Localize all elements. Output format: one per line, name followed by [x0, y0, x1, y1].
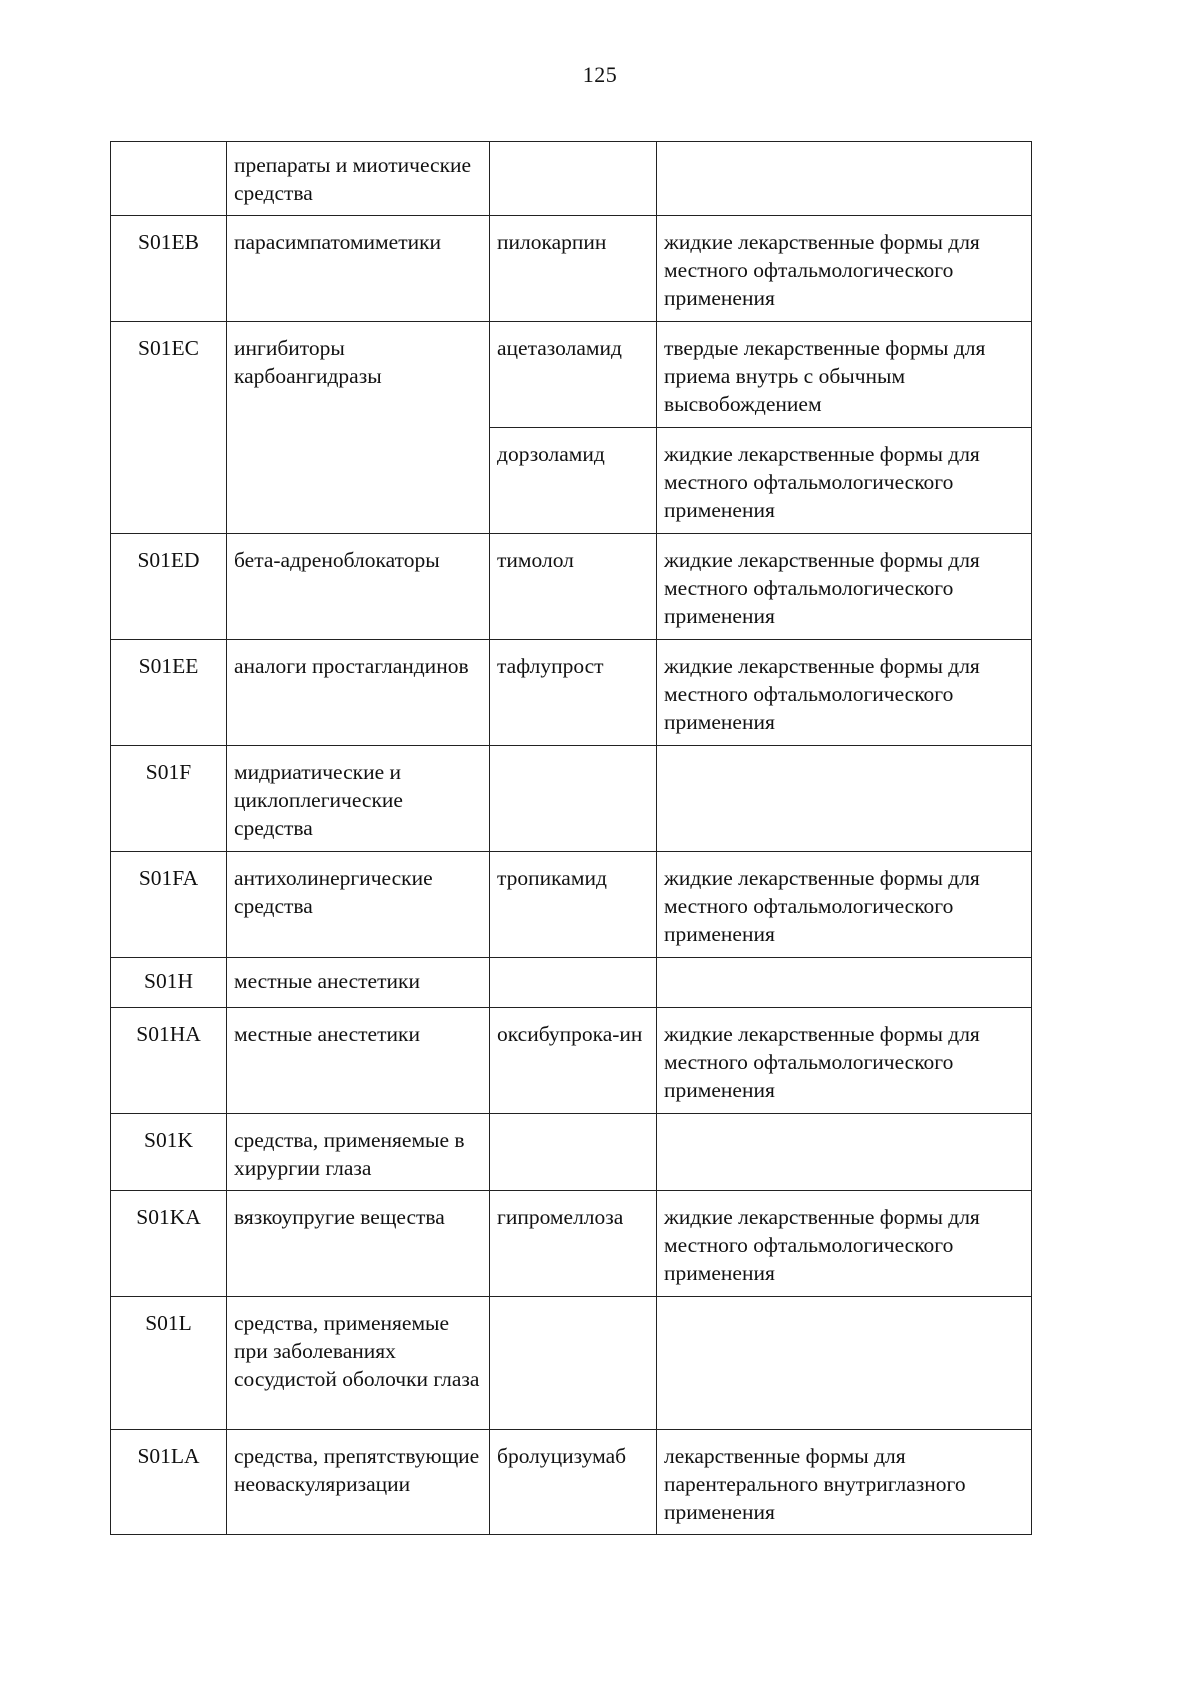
- drug-name-cell: гипромеллоза: [490, 1191, 657, 1297]
- atc-code-cell: S01HA: [111, 1008, 227, 1114]
- table-row: [111, 1430, 1032, 1535]
- drug-name-cell: бролуцизумаб: [490, 1430, 657, 1535]
- drug-name-cell: тропикамид: [490, 852, 657, 958]
- group-name-cell: мидриатические и циклоплегические средства: [227, 746, 490, 852]
- atc-code-cell: S01KA: [111, 1191, 227, 1297]
- table-row: [111, 142, 1032, 216]
- table-row: [111, 1008, 1032, 1114]
- dosage-form-cell: [657, 958, 1032, 1008]
- drug-name-cell: оксибупрока-ин: [490, 1008, 657, 1114]
- atc-code-cell: S01H: [111, 958, 227, 1008]
- group-name-cell: парасимпатомиметики: [227, 216, 490, 322]
- table-row: [111, 216, 1032, 322]
- drug-name-cell: тафлупрост: [490, 640, 657, 746]
- dosage-form-cell: твердые лекарственные формы для приема внутрь с обычным высвобождением: [657, 322, 1032, 428]
- table-row: [111, 640, 1032, 746]
- drug-name-cell: [490, 142, 657, 216]
- dosage-form-cell: жидкие лекарственные формы для местного офтальмологического применения: [657, 534, 1032, 640]
- dosage-form-cell: [657, 746, 1032, 852]
- table-row: [111, 958, 1032, 1008]
- atc-code-cell: S01ED: [111, 534, 227, 640]
- atc-code-cell: S01L: [111, 1297, 227, 1430]
- drug-classification-table: [110, 141, 1032, 1535]
- table-row: [111, 1114, 1032, 1191]
- dosage-form-cell: [657, 1297, 1032, 1430]
- group-name-cell: местные анестетики: [227, 958, 490, 1008]
- drug-name-cell: [490, 958, 657, 1008]
- atc-code-cell: S01K: [111, 1114, 227, 1191]
- drug-name-cell: тимолол: [490, 534, 657, 640]
- drug-name-cell: ацетазоламид: [490, 322, 657, 428]
- dosage-form-cell: жидкие лекарственные формы для местного офтальмологического применения: [657, 216, 1032, 322]
- table-row: [111, 852, 1032, 958]
- drug-name-cell: дорзоламид: [490, 428, 657, 534]
- table-row: [111, 534, 1032, 640]
- table-row: [111, 322, 1032, 428]
- group-name-cell: средства, применяемые в хирургии глаза: [227, 1114, 490, 1191]
- group-name-cell: вязкоупругие вещества: [227, 1191, 490, 1297]
- group-name-cell: средства, применяемые при заболеваниях сосудистой оболочки глаза: [227, 1297, 490, 1430]
- group-name-cell: местные анестетики: [227, 1008, 490, 1114]
- table-row: [111, 1191, 1032, 1297]
- dosage-form-cell: жидкие лекарственные формы для местного офтальмологического применения: [657, 852, 1032, 958]
- group-name-cell: препараты и миотические средства: [227, 142, 490, 216]
- table-row: [111, 746, 1032, 852]
- atc-code-cell: S01F: [111, 746, 227, 852]
- drug-name-cell: [490, 1297, 657, 1430]
- drug-name-cell: пилокарпин: [490, 216, 657, 322]
- dosage-form-cell: лекарственные формы для парентерального внутриглазного применения: [657, 1430, 1032, 1535]
- dosage-form-cell: [657, 142, 1032, 216]
- table-row: [111, 1297, 1032, 1430]
- drug-name-cell: [490, 1114, 657, 1191]
- atc-code-cell: [111, 142, 227, 216]
- atc-code-cell: S01FA: [111, 852, 227, 958]
- drug-name-cell: [490, 746, 657, 852]
- group-name-cell: средства, препятствующие неоваскуляризации: [227, 1430, 490, 1535]
- group-name-cell: ингибиторы карбоангидразы: [227, 322, 490, 534]
- atc-code-cell: S01LA: [111, 1430, 227, 1535]
- dosage-form-cell: жидкие лекарственные формы для местного офтальмологического применения: [657, 1008, 1032, 1114]
- dosage-form-cell: жидкие лекарственные формы для местного офтальмологического применения: [657, 1191, 1032, 1297]
- page-number: 125: [582, 62, 618, 87]
- atc-code-cell: S01EB: [111, 216, 227, 322]
- atc-code-cell: S01EC: [111, 322, 227, 534]
- group-name-cell: аналоги простагландинов: [227, 640, 490, 746]
- dosage-form-cell: [657, 1114, 1032, 1191]
- dosage-form-cell: жидкие лекарственные формы для местного офтальмологического применения: [657, 640, 1032, 746]
- group-name-cell: антихолинергические средства: [227, 852, 490, 958]
- dosage-form-cell: жидкие лекарственные формы для местного офтальмологического применения: [657, 428, 1032, 534]
- group-name-cell: бета-адреноблокаторы: [227, 534, 490, 640]
- atc-code-cell: S01EE: [111, 640, 227, 746]
